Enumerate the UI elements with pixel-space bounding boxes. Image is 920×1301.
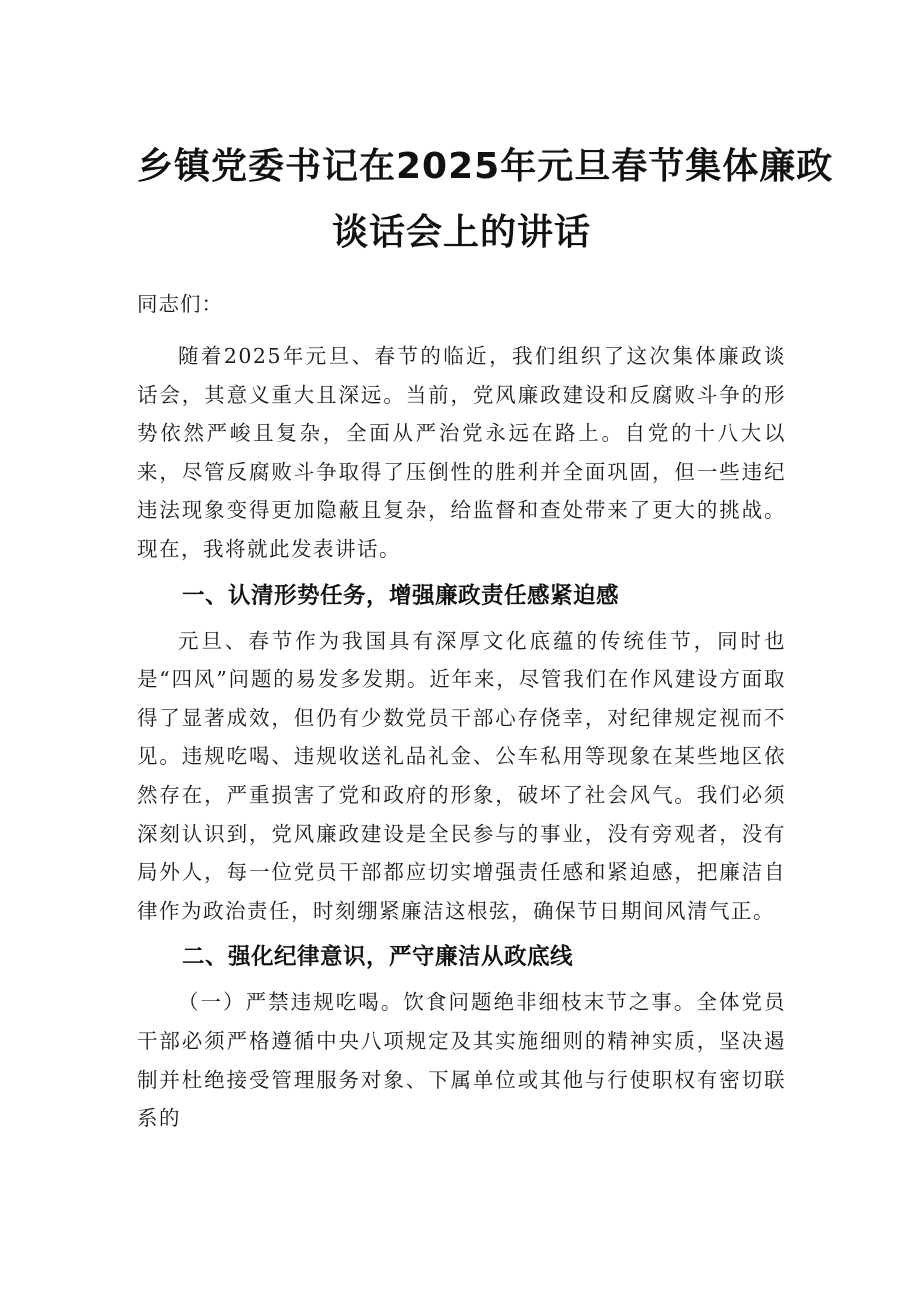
- intro-paragraph: 随着2025年元旦、春节的临近，我们组织了这次集体廉政谈话会，其意义重大且深远。当前，党风廉政建设和反腐败斗争的形势依然严峻且复杂，全面从严治党永远在路上。自党的十八大以来，尽管反腐败斗争取得了压倒性的胜利并全面巩固，但一些违纪违法现象变得更加隐蔽且复杂，给监督和查处带来了更大的挑战。现在，我将就此发表讲话。: [137, 344, 786, 561]
- section-1-paragraph: 元旦、春节作为我国具有深厚文化底蕴的传统佳节，同时也是“四风”问题的易发多发期。近年来，尽管我们在作风建设方面取得了显著成效，但仍有少数党员干部心存侥幸，对纪律规定视而不见。违规吃喝、违规收送礼品礼金、公车私用等现象在某些地区依然存在，严重损害了党和政府的形象，破坏了社会风气。我们必须深刻认识到，党风廉政建设是全民参与的事业，没有旁观者，没有局外人，每一位党员干部都应切实增强责任感和紧迫感，把廉洁自律作为政治责任，时刻绷紧廉洁这根弦，确保节日期间风清气正。: [137, 628, 786, 923]
- section-2-paragraph: （一）严禁违规吃喝。饮食问题绝非细枝末节之事。全体党员干部必须严格遵循中央八项规定及其实施细则的精神实质，坚决遏制并杜绝接受管理服务对象、下属单位或其他与行使职权有密切联系的: [137, 990, 786, 1131]
- section-heading-2: 二、强化纪律意识，严守廉洁从政底线: [182, 944, 574, 971]
- title-line-2: 谈话会上的讲话: [331, 212, 591, 253]
- section-heading-1: 一、认清形势任务，增强廉政责任感紧迫感: [182, 582, 620, 609]
- title-line-1: 乡镇党委书记在2025年元旦春节集体廉政: [137, 146, 834, 187]
- document-title: [137, 134, 834, 266]
- salutation: 同志们：: [137, 292, 223, 316]
